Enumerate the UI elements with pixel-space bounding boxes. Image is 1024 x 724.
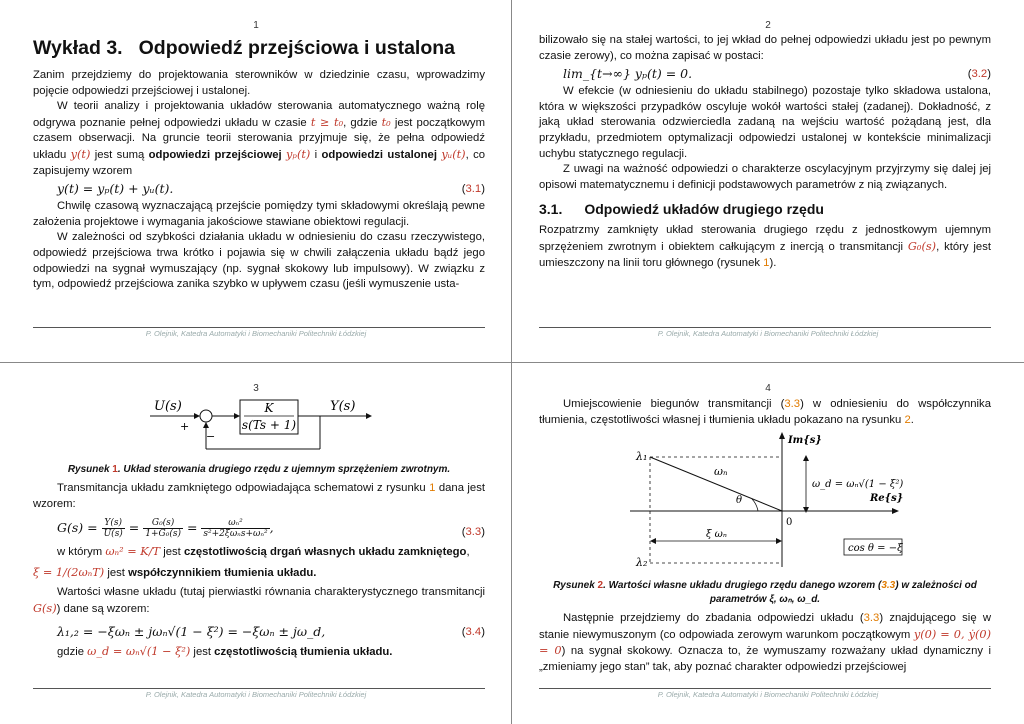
diagram-input-label: U(s) <box>154 399 182 414</box>
paragraph: Wartości własne układu (tutaj pierwiastki równania charakterystycznego transmitancji G(s)) dane są wzorem: <box>33 586 485 615</box>
minus-sign: − <box>206 430 216 443</box>
figure-caption: Rysunek 1. Układ sterowania drugiego rzędu z ujemnym sprzężeniem zwrotnym. <box>67 464 451 475</box>
omega-n-label: ωₙ <box>714 465 728 478</box>
page-footer: P. Olejnik, Katedra Automatyki i Biomechaniki Politechniki Łódzkiej <box>657 690 879 699</box>
lecture-title: Wykład 3. Odpowiedź przejściowa i ustalona <box>33 37 455 59</box>
block-numerator: K <box>264 401 274 415</box>
paragraph: W efekcie (w odniesieniu do układu stabilnego) pozostaje tylko składowa ustalona, która w większości przypadków oscyluje wokół wartości stałej (zadanej). Dokładność, z jaką układ sterowania odzwierciedla zadaną na wejściu wartość pożądaną jest, dla przykładu, przedmiotem optymalizacji odpowiedzi ustalonej w kontekście minimalizacji uchybu statycznego regulacji. <box>539 85 991 160</box>
paragraph: Zanim przejdziemy do projektowania sterowników w dziedzinie czasu, wprowadzimy pojęcie odpowiedzi przejściowej i ustalonej. <box>33 69 485 97</box>
lambda2-label: λ₂ <box>636 556 648 569</box>
diagram-output-label: Y(s) <box>330 399 356 414</box>
page-footer: P. Olejnik, Katedra Automatyki i Biomechaniki Politechniki Łódzkiej <box>657 329 879 338</box>
footer-separator <box>33 688 485 689</box>
pole-plot <box>622 429 912 569</box>
theta-label: θ <box>736 495 743 506</box>
paragraph: Umiejscowienie biegunów transmitancji (3.3) w odniesieniu do współczynnika tłumienia, częstotliwości własnej i tłumienia układu pokazano na rysunku 2. <box>539 398 991 426</box>
figure-caption: Rysunek 2. Wartości własne układu drugiego rzędu danego wzorem (3.3) w zależności od parametrów ξ, ωₙ, ω_d. <box>553 580 977 605</box>
paragraph: Transmitancja układu zamkniętego odpowiadająca schematowi z rysunku 1 dana jest wzorem: <box>33 482 485 510</box>
cos-theta-box: cos θ = −ξ <box>848 543 903 554</box>
paragraph: Rozpatrzmy zamknięty układ sterowania drugiego rzędu z jednostkowym ujemnym sprzężeniem zwrotnym i obiektem całkującym z inercją o transmitancji G₀(s), który jest umieszczony na linii toru głównego (rysunek 1). <box>539 224 991 269</box>
paragraph: Z uwagi na ważność odpowiedzi o charakterze oscylacyjnym przyjrzymy się dalej jej opisowi matematycznemu i definicji podstawowych parametrów z nią związanych. <box>539 163 991 191</box>
origin-label: 0 <box>786 517 793 528</box>
page-footer: P. Olejnik, Katedra Automatyki i Biomechaniki Politechniki Łódzkiej <box>145 690 367 699</box>
page-footer: P. Olejnik, Katedra Automatyki i Biomechaniki Politechniki Łódzkiej <box>145 329 367 338</box>
page-number: 4 <box>765 383 771 394</box>
xi-omega-label: ξ ωₙ <box>706 529 727 540</box>
page-3 <box>0 363 512 724</box>
paragraph: Następnie przejdziemy do zbadania odpowiedzi układu (3.3) znajdującego się w stanie niewymuszonym (co odpowiada zerowym warunkom początkowym y(0) = 0, ẏ(0) = 0) na sygnał skokowy. Oznacza to, że wymuszamy rozważany układ dynamiczny i „zmieniamy jego stan” tak, aby poznać charakter odpowiedzi przejściowej <box>539 612 992 673</box>
equation-3-4: λ₁,₂ = −ξωₙ ± jωₙ√(1 − ξ²) = −ξωₙ ± jω_d, (3.4) <box>57 623 485 639</box>
page-number: 1 <box>253 20 259 31</box>
omega-d-label: ω_d = ωₙ√(1 − ξ²) <box>812 479 904 490</box>
block-denominator: s(Ts + 1) <box>241 418 297 432</box>
paragraph: w którym ωₙ² = K/T jest częstotliwością drgań własnych układu zamkniętego, <box>57 545 470 559</box>
footer-separator <box>33 327 485 328</box>
paragraph: W zależności od szybkości działania układu w odniesieniu do czasu rzeczywistego, odpowiedź przejściowa trwa krótko i pojawia się w chwili załączenia układu bądź jego odpowiedzi na sygnał wymuszający (np. sygnał skokowy lub impulsowy). W związku z tym, odpowiedź przejściowa zanika szybko w upływem czasu (jeśli wymuszenie usta- <box>33 231 485 291</box>
equation-3-2: lim_{t→∞} yₚ(t) = 0. (3.2) <box>563 66 991 82</box>
equation-3-1: y(t) = yₚ(t) + yᵤ(t). (3.1) <box>57 181 485 197</box>
plus-sign: + <box>180 420 190 433</box>
paragraph: Chwilę czasową wyznaczającą przejście pomiędzy tymi składowymi określają pewne założenia projektowe i wymagania jakościowe stawiane obiektowi regulacji. <box>33 200 485 228</box>
block-diagram <box>140 395 380 459</box>
footer-separator <box>539 688 991 689</box>
re-axis-label: Re{s} <box>870 493 904 504</box>
paragraph: gdzie ω_d = ωₙ√(1 − ξ²) jest częstotliwością tłumienia układu. <box>57 644 393 658</box>
summing-junction <box>200 410 212 422</box>
paragraph: bilizowało się na stałej wartości, to jej wkład do pełnej odpowiedzi układu jest po pewnym czasie zerowy), co można zapisać w postaci: <box>539 34 991 62</box>
section-heading: 3.1. Odpowiedź układów drugiego rzędu <box>539 201 824 218</box>
page-number: 2 <box>765 20 771 31</box>
equation-3-3: G(s) = $\frac{Y(s)}{U(s)}$ = $\frac{\text{G₀(s)}}{\text{1+G₀(s)}}$ = $\frac{\text{ωₙ²}}{\text{s²+2ξωₙs+ωₙ²}}$ , (3.3) <box>57 518 485 540</box>
page-number: 3 <box>253 383 259 394</box>
page-1 <box>0 0 512 362</box>
paragraph: W teorii analizy i projektowania układów sterowania automatycznego ważną rolę odgrywa poznanie pełnej odpowiedzi układu w czasie t ≥ t₀, gdzie t₀ jest początkowym czasem obserwacji. Na gruncie teorii sterowania przyjmuje się, że pełna odpowiedź układu y(t) jest sumą odpowiedzi przejściowej yₚ(t) i odpowiedzi ustalonej yᵤ(t), co zapisujemy wzorem <box>33 100 485 177</box>
page-2 <box>512 0 1024 362</box>
paragraph: ξ = 1/(2ωₙT) jest współczynnikiem tłumienia układu. <box>33 565 317 579</box>
im-axis-label: Im{s} <box>788 435 822 446</box>
footer-separator <box>539 327 991 328</box>
page-4 <box>512 363 1024 724</box>
lambda1-label: λ₁ <box>636 450 648 463</box>
